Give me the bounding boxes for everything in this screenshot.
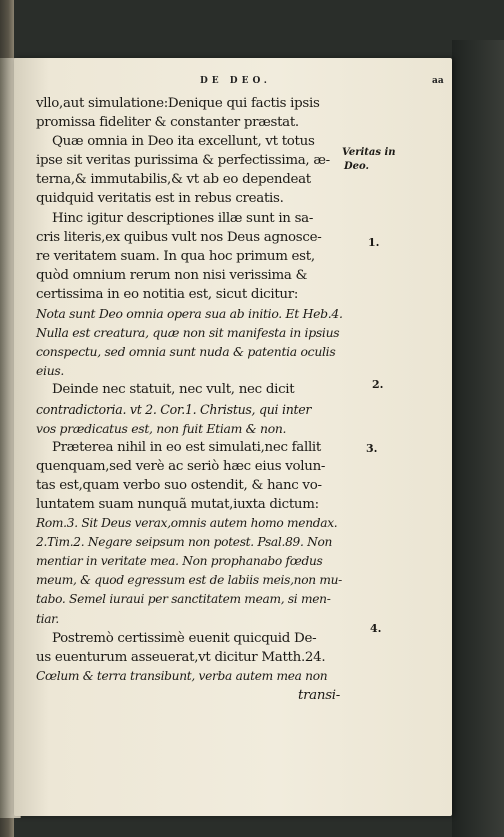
margin-number-4: 4. bbox=[370, 622, 382, 635]
text-line: Hinc igitur descriptiones illæ sunt in sa- bbox=[52, 210, 314, 226]
text-line: Nulla est creatura, quæ non sit manifesta in ipsius bbox=[36, 325, 340, 341]
text-line: tiar. bbox=[36, 611, 59, 626]
text-line: quidquid veritatis est in rebus creatis. bbox=[36, 191, 284, 207]
text-line: terna,& immutabilis,& vt ab eo dependeat bbox=[36, 172, 311, 188]
book-cover-edge bbox=[452, 40, 504, 837]
margin-number-2: 2. bbox=[372, 378, 384, 391]
text-line: Quæ omnia in Deo ita excellunt, vt totus bbox=[52, 134, 315, 150]
text-line: meum, & quod egressum est de labiis meis,non mu- bbox=[36, 573, 342, 588]
text-line: ipse sit veritas purissima & perfectissima, æ- bbox=[36, 153, 330, 169]
text-line: contradictoria. vt 2. Cor.1. Christus, qui inter bbox=[36, 401, 312, 417]
text-line: re veritatem suam. In qua hoc primum est, bbox=[36, 248, 315, 264]
catchword: transi- bbox=[298, 687, 340, 703]
text-line: luntatem suam nunquã mutat,iuxta dictum: bbox=[36, 496, 319, 512]
text-line: Postremò certissimè euenit quicquid De- bbox=[52, 630, 317, 646]
text-line: vllo,aut simulatione:Denique qui factis ipsis bbox=[36, 96, 320, 111]
text-line: quòd omnium rerum non nisi verissima & bbox=[36, 267, 308, 283]
text-line: 2.Tim.2. Negare seipsum non potest. Psal.89. Non bbox=[36, 535, 333, 550]
text-line: promissa fideliter & constanter præstat. bbox=[36, 115, 299, 131]
text-line: Præterea nihil in eo est simulati,nec fallit bbox=[52, 439, 321, 455]
text-line: certissima in eo notitia est, sicut dicitur: bbox=[36, 286, 299, 302]
body-text bbox=[36, 94, 343, 705]
running-head: DE DEO. bbox=[200, 76, 271, 86]
text-line: us euenturum asseuerat,vt dicitur Matth.24. bbox=[36, 649, 326, 665]
margin-number-1: 1. bbox=[368, 236, 380, 249]
margin-number-3: 3. bbox=[366, 442, 378, 455]
text-line: mentiar in veritate mea. Non prophanabo fœdus bbox=[36, 554, 323, 569]
text-line: Cœlum & terra transibunt, verba autem mea non bbox=[36, 668, 328, 683]
text-line: conspectu, sed omnia sunt nuda & patentia oculis bbox=[36, 344, 336, 360]
signature-mark: aa bbox=[432, 76, 444, 86]
text-line: Rom.3. Sit Deus verax,omnis autem homo mendax. bbox=[36, 516, 338, 531]
text-line: tabo. Semel iuraui per sanctitatem meam, si men- bbox=[36, 592, 331, 607]
margin-note-line: Veritas in bbox=[342, 147, 396, 158]
text-line: vos prædicatus est, non fuit Etiam & non. bbox=[36, 420, 287, 436]
margin-note-veritas bbox=[342, 146, 396, 174]
text-line: tas est,quam verbo suo ostendit, & hanc vo- bbox=[36, 477, 322, 493]
text-line: cris literis,ex quibus vult nos Deus agnosce- bbox=[36, 229, 322, 245]
text-line: Deinde nec statuit, nec vult, nec dicit bbox=[52, 382, 295, 398]
text-line: quenquam,sed verè ac seriò hæc eius volun- bbox=[36, 458, 326, 474]
page-header bbox=[0, 76, 504, 90]
margin-note-line: Deo. bbox=[344, 161, 370, 172]
text-line: eius. bbox=[36, 363, 65, 379]
text-line: Nota sunt Deo omnia opera sua ab initio. Et Heb.4. bbox=[36, 306, 343, 322]
